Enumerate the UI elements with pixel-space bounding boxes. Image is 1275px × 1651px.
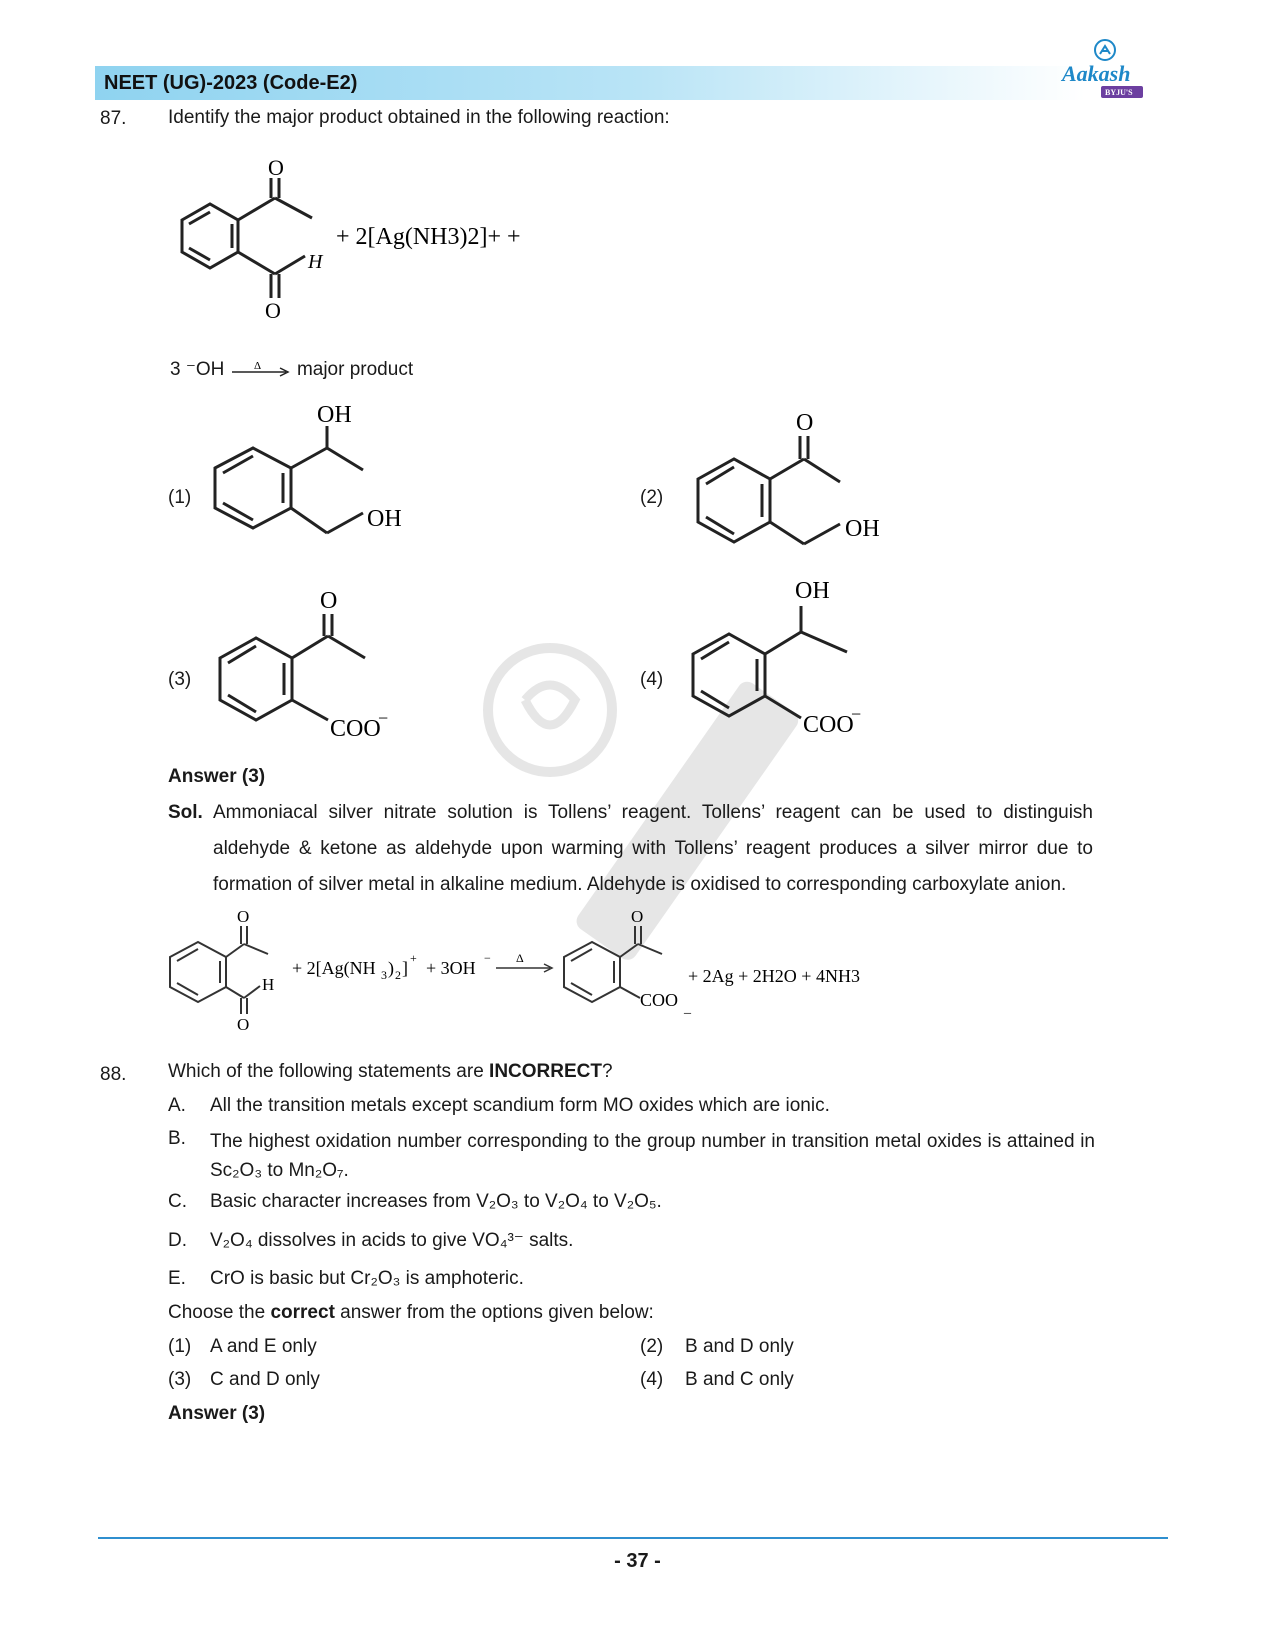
- svg-text:OH: OH: [795, 578, 830, 604]
- question-88-text: Which of the following statements are INCORRECT?: [168, 1061, 613, 1082]
- svg-text:O: O: [237, 907, 250, 926]
- solution-text: Ammoniacal silver nitrate solution is Tollens’ reagent. Tollens’ reagent can be used to distinguish aldehyde & ketone as aldehyde upon warming with Tollens’ reagent produces a silver mirror due to formation of silver metal in alkaline medium. Aldehyde is oxidised to corresponding carboxylate anion.: [213, 802, 1093, 895]
- question-number-87: 87.: [100, 108, 127, 129]
- statement-text: V₂O₄ dissolves in acids to give VO₄³⁻ salts.: [210, 1230, 574, 1251]
- option-label: (2): [640, 1336, 664, 1357]
- footer-divider: [98, 1537, 1168, 1539]
- q87-option-3-structure: [210, 588, 440, 754]
- statement-text: The highest oxidation number corresponding to the group number in transition metal oxides is attained in Sc₂O₃ to Mn₂O₇.: [210, 1131, 1095, 1181]
- page-header-title: NEET (UG)-2023 (Code-E2): [104, 72, 358, 94]
- equation-products: + 2Ag + 2H2O + 4NH3: [688, 966, 860, 986]
- q88-option-2[interactable]: [640, 1335, 794, 1359]
- svg-text:3: 3: [381, 968, 387, 982]
- svg-text:2: 2: [395, 968, 401, 982]
- option-label: (1): [168, 1336, 192, 1357]
- option-text: C and D only: [210, 1369, 320, 1390]
- svg-text:OH: OH: [317, 402, 352, 428]
- svg-text:]: ]: [402, 958, 408, 978]
- svg-text:O: O: [268, 155, 284, 180]
- svg-text:O: O: [265, 298, 281, 323]
- q88-option-1[interactable]: [168, 1335, 317, 1359]
- svg-text:OH: OH: [845, 516, 880, 542]
- question-number-88: 88.: [100, 1064, 127, 1085]
- option-label: (4): [640, 1369, 664, 1390]
- statement-label: D.: [168, 1230, 187, 1251]
- svg-text:OH: OH: [367, 506, 402, 532]
- choose-instruction: Choose the correct answer from the options given below:: [168, 1302, 654, 1323]
- svg-text:_: _: [684, 1001, 691, 1016]
- svg-text:COO: COO: [803, 712, 854, 738]
- page-number: - 37 -: [614, 1550, 661, 1572]
- q87-option-1-label[interactable]: (1): [168, 487, 192, 508]
- major-product-text: major product: [296, 359, 414, 380]
- q87-option-4-structure: [685, 574, 915, 750]
- question-87-text: Identify the major product obtained in the following reaction:: [168, 107, 670, 128]
- q87-option-2-label[interactable]: (2): [640, 487, 664, 508]
- logo-sub-text: BYJU'S: [1105, 88, 1133, 97]
- statement-text: Basic character increases from V₂O₃ to V₂O₄ to V₂O₅.: [210, 1191, 662, 1212]
- q88-option-3[interactable]: [168, 1368, 320, 1392]
- q87-answer: Answer (3): [168, 766, 266, 787]
- solution-label: Sol.: [168, 802, 203, 823]
- statement-text: CrO is basic but Cr₂O₃ is amphoteric.: [210, 1268, 524, 1289]
- option-text: A and E only: [210, 1336, 317, 1357]
- svg-text:): ): [388, 958, 394, 978]
- aakash-logo: [1058, 38, 1168, 104]
- svg-text:−: −: [378, 708, 389, 728]
- svg-text:H: H: [262, 975, 275, 994]
- statement-text: All the transition metals except scandium form MO oxides which are ionic.: [210, 1095, 830, 1116]
- svg-text:O: O: [631, 907, 644, 926]
- logo-text: Aakash: [1062, 61, 1131, 86]
- q87-option-2-structure: [690, 404, 920, 560]
- svg-text:−: −: [484, 951, 491, 965]
- q88-answer: Answer (3): [168, 1403, 266, 1424]
- option-label: (3): [168, 1369, 192, 1390]
- q87-option-1-structure: [205, 398, 435, 554]
- q87-option-4-label[interactable]: (4): [640, 669, 664, 690]
- reactant-structure: [170, 150, 570, 336]
- statement-label: E.: [168, 1268, 186, 1289]
- hydroxide-text: 3 ⁻OH: [170, 359, 225, 380]
- svg-text:O: O: [320, 588, 338, 614]
- svg-text:Δ: Δ: [516, 951, 524, 965]
- statement-label: B.: [168, 1128, 186, 1149]
- svg-text:+: +: [410, 951, 417, 965]
- statement-label: A.: [168, 1095, 186, 1116]
- solution-equation: [160, 902, 920, 1043]
- reaction-tail: [170, 358, 413, 382]
- arrow-label: Δ: [253, 359, 261, 372]
- svg-text:H: H: [308, 251, 323, 273]
- svg-text:+ 2[Ag(NH: + 2[Ag(NH: [292, 958, 376, 978]
- svg-text:COO: COO: [330, 716, 381, 742]
- reagent-text: + 2[Ag(NH3)2]+ +: [336, 224, 521, 250]
- q87-option-3-label[interactable]: (3): [168, 669, 192, 690]
- svg-text:O: O: [237, 1015, 250, 1034]
- statement-label: C.: [168, 1191, 187, 1212]
- option-text: B and D only: [685, 1336, 794, 1357]
- svg-text:+ 3OH: + 3OH: [426, 958, 476, 978]
- option-text: B and C only: [685, 1369, 794, 1390]
- svg-text:−: −: [851, 704, 862, 724]
- q88-option-4[interactable]: [640, 1368, 794, 1392]
- svg-text:COO: COO: [640, 990, 679, 1010]
- svg-text:O: O: [796, 410, 814, 436]
